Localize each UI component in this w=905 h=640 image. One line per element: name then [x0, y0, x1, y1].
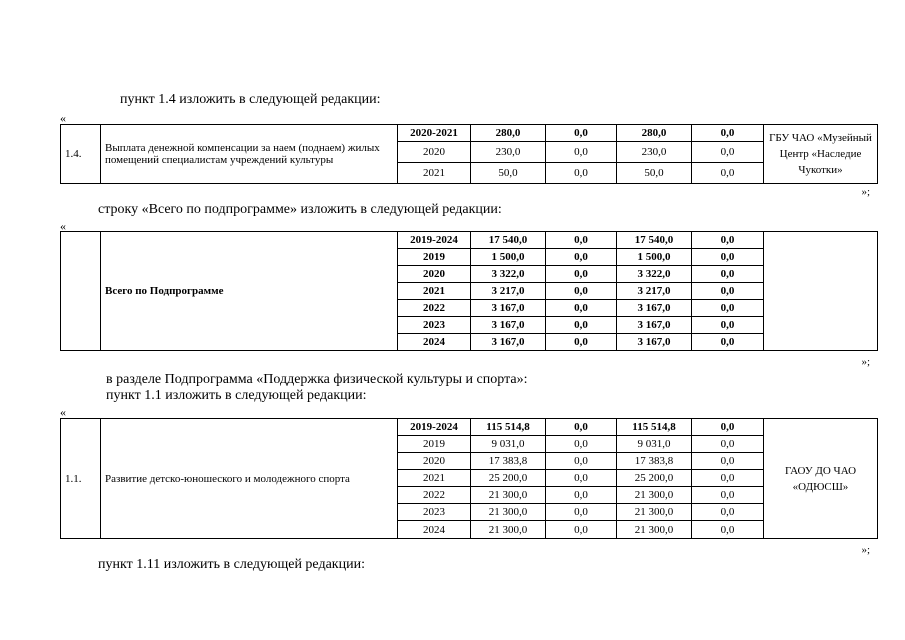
- federal-cell: 0,0: [546, 163, 617, 184]
- year-cell: 2019: [398, 249, 471, 266]
- regional-cell: 3 217,0: [617, 283, 692, 300]
- other-cell: 0,0: [692, 334, 764, 351]
- table-item-1-1: [60, 418, 878, 539]
- federal-cell: 0,0: [546, 125, 617, 142]
- year-cell: 2020: [398, 266, 471, 283]
- federal-cell: 0,0: [546, 470, 617, 487]
- regional-cell: 1 500,0: [617, 249, 692, 266]
- year-cell: 2021: [398, 470, 471, 487]
- paragraph-1-4: пункт 1.4 изложить в следующей редакции:: [120, 92, 381, 107]
- total-cell: 3 217,0: [471, 283, 546, 300]
- paragraph-1-1: пункт 1.1 изложить в следующей редакции:: [106, 388, 367, 403]
- total-cell: 17 540,0: [471, 232, 546, 249]
- year-cell: 2022: [398, 300, 471, 317]
- total-cell: 9 031,0: [471, 436, 546, 453]
- other-cell: 0,0: [692, 470, 764, 487]
- item-name-cell: Выплата денежной компенсации за наем (поднаем) жилых помещений специалистам учреждений культуры: [101, 125, 398, 184]
- federal-cell: 0,0: [546, 504, 617, 521]
- total-cell: 50,0: [471, 163, 546, 184]
- regional-cell: 50,0: [617, 163, 692, 184]
- paragraph-1-11: пункт 1.11 изложить в следующей редакции:: [98, 557, 365, 572]
- open-quote: «: [60, 219, 66, 233]
- total-cell: 3 167,0: [471, 334, 546, 351]
- total-cell: 3 167,0: [471, 300, 546, 317]
- regional-cell: 3 322,0: [617, 266, 692, 283]
- federal-cell: 0,0: [546, 142, 617, 163]
- regional-cell: 9 031,0: [617, 436, 692, 453]
- close-quote: »;: [861, 186, 870, 198]
- other-cell: 0,0: [692, 521, 764, 539]
- item-name-cell: Развитие детско-юношеского и молодежного спорта: [101, 419, 398, 539]
- federal-cell: 0,0: [546, 232, 617, 249]
- federal-cell: 0,0: [546, 283, 617, 300]
- item-number-cell: 1.4.: [61, 125, 101, 184]
- year-cell: 2019-2024: [398, 419, 471, 436]
- year-cell: 2019-2024: [398, 232, 471, 249]
- responsible-org-cell: [764, 232, 878, 351]
- paragraph-total: строку «Всего по подпрограмме» изложить в следующей редакции:: [98, 202, 502, 217]
- responsible-org-cell: ГАОУ ДО ЧАО «ОДЮСШ»: [764, 419, 878, 539]
- total-cell: 115 514,8: [471, 419, 546, 436]
- other-cell: 0,0: [692, 504, 764, 521]
- other-cell: 0,0: [692, 266, 764, 283]
- year-cell: 2020: [398, 142, 471, 163]
- responsible-org-cell: ГБУ ЧАО «Музейный Центр «Наследие Чукотки»: [764, 125, 878, 184]
- open-quote: «: [60, 405, 66, 419]
- total-cell: 3 322,0: [471, 266, 546, 283]
- total-cell: 3 167,0: [471, 317, 546, 334]
- regional-cell: 115 514,8: [617, 419, 692, 436]
- other-cell: 0,0: [692, 436, 764, 453]
- other-cell: 0,0: [692, 283, 764, 300]
- other-cell: 0,0: [692, 419, 764, 436]
- paragraph-section-sport: в разделе Подпрограмма «Поддержка физической культуры и спорта»:: [106, 372, 528, 387]
- regional-cell: 17 383,8: [617, 453, 692, 470]
- other-cell: 0,0: [692, 163, 764, 184]
- year-cell: 2021: [398, 283, 471, 300]
- federal-cell: 0,0: [546, 521, 617, 539]
- close-quote: »;: [861, 544, 870, 556]
- year-cell: 2021: [398, 163, 471, 184]
- regional-cell: 230,0: [617, 142, 692, 163]
- year-cell: 2024: [398, 334, 471, 351]
- regional-cell: 21 300,0: [617, 487, 692, 504]
- other-cell: 0,0: [692, 300, 764, 317]
- federal-cell: 0,0: [546, 300, 617, 317]
- federal-cell: 0,0: [546, 266, 617, 283]
- table-row: [61, 125, 878, 142]
- other-cell: 0,0: [692, 125, 764, 142]
- close-quote: »;: [861, 356, 870, 368]
- federal-cell: 0,0: [546, 453, 617, 470]
- federal-cell: 0,0: [546, 317, 617, 334]
- year-cell: 2022: [398, 487, 471, 504]
- regional-cell: 21 300,0: [617, 504, 692, 521]
- total-cell: 21 300,0: [471, 487, 546, 504]
- regional-cell: 21 300,0: [617, 521, 692, 539]
- federal-cell: 0,0: [546, 249, 617, 266]
- other-cell: 0,0: [692, 249, 764, 266]
- total-cell: 21 300,0: [471, 504, 546, 521]
- other-cell: 0,0: [692, 487, 764, 504]
- federal-cell: 0,0: [546, 436, 617, 453]
- year-cell: 2023: [398, 504, 471, 521]
- regional-cell: 3 167,0: [617, 317, 692, 334]
- regional-cell: 3 167,0: [617, 334, 692, 351]
- federal-cell: 0,0: [546, 487, 617, 504]
- table-item-1-4: [60, 124, 878, 184]
- table-total: [60, 231, 878, 351]
- item-name-cell: Всего по Подпрограмме: [101, 232, 398, 351]
- other-cell: 0,0: [692, 142, 764, 163]
- total-cell: 17 383,8: [471, 453, 546, 470]
- total-cell: 25 200,0: [471, 470, 546, 487]
- other-cell: 0,0: [692, 317, 764, 334]
- year-cell: 2024: [398, 521, 471, 539]
- year-cell: 2019: [398, 436, 471, 453]
- total-cell: 1 500,0: [471, 249, 546, 266]
- open-quote: «: [60, 111, 66, 125]
- federal-cell: 0,0: [546, 334, 617, 351]
- other-cell: 0,0: [692, 232, 764, 249]
- federal-cell: 0,0: [546, 419, 617, 436]
- year-cell: 2023: [398, 317, 471, 334]
- total-cell: 280,0: [471, 125, 546, 142]
- regional-cell: 17 540,0: [617, 232, 692, 249]
- year-cell: 2020-2021: [398, 125, 471, 142]
- table-row: [61, 419, 878, 436]
- total-cell: 21 300,0: [471, 521, 546, 539]
- item-number-cell: [61, 232, 101, 351]
- regional-cell: 3 167,0: [617, 300, 692, 317]
- year-cell: 2020: [398, 453, 471, 470]
- regional-cell: 280,0: [617, 125, 692, 142]
- item-number-cell: 1.1.: [61, 419, 101, 539]
- other-cell: 0,0: [692, 453, 764, 470]
- table-row: [61, 232, 878, 249]
- total-cell: 230,0: [471, 142, 546, 163]
- regional-cell: 25 200,0: [617, 470, 692, 487]
